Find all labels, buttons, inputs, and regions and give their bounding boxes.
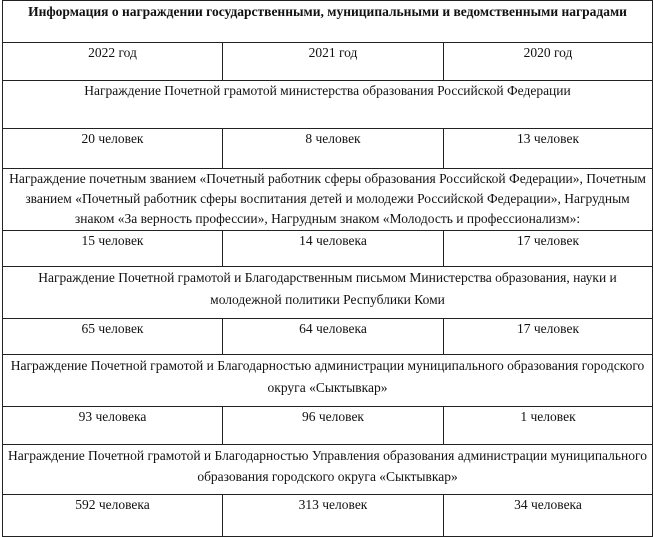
year-header: 2020 год <box>444 43 653 81</box>
value-cell: 64 человека <box>223 319 444 355</box>
value-cell: 13 человек <box>444 129 653 169</box>
category-label: Награждение Почетной грамотой и Благодарственным письмом Министерства образования, науки и молодежной политики Республики Коми <box>3 267 653 319</box>
value-cell: 34 человека <box>444 495 653 537</box>
values-row <box>3 319 653 355</box>
years-row <box>3 43 653 81</box>
value-cell: 15 человек <box>3 231 223 267</box>
category-row <box>3 445 653 495</box>
value-cell: 93 человека <box>3 407 223 445</box>
values-row <box>3 407 653 445</box>
category-label: Награждение Почетной грамотой и Благодарностью Управления образования администрации муниципального образования городского округа «Сыктывкар» <box>3 445 653 495</box>
value-cell: 14 человека <box>223 231 444 267</box>
values-row <box>3 495 653 537</box>
category-row <box>3 355 653 407</box>
value-cell: 8 человек <box>223 129 444 169</box>
values-row <box>3 231 653 267</box>
category-label: Награждение почетным званием «Почетный работник сферы образования Российской Федерации», Почетным званием «Почетный работник сферы воспитания детей и молодежи Российской Федерации», Нагрудным знаком «За верность профессии», Нагрудным знаком «Молодость и профессионализм»: <box>3 169 653 231</box>
value-cell: 96 человек <box>223 407 444 445</box>
value-cell: 17 человек <box>444 319 653 355</box>
category-row <box>3 81 653 129</box>
category-label: Награждение Почетной грамотой и Благодарностью администрации муниципального образования городского округа «Сыктывкар» <box>3 355 653 407</box>
value-cell: 1 человек <box>444 407 653 445</box>
category-row <box>3 169 653 231</box>
value-cell: 592 человека <box>3 495 223 537</box>
value-cell: 17 человек <box>444 231 653 267</box>
year-header: 2022 год <box>3 43 223 81</box>
category-row <box>3 267 653 319</box>
title-row <box>3 1 653 43</box>
value-cell: 313 человек <box>223 495 444 537</box>
table-title: Информация о награждении государственными, муниципальными и ведомственными наградами <box>3 1 653 43</box>
year-header: 2021 год <box>223 43 444 81</box>
category-label: Награждение Почетной грамотой министерства образования Российской Федерации <box>3 81 653 129</box>
value-cell: 65 человек <box>3 319 223 355</box>
value-cell: 20 человек <box>3 129 223 169</box>
awards-table <box>2 0 653 537</box>
values-row <box>3 129 653 169</box>
